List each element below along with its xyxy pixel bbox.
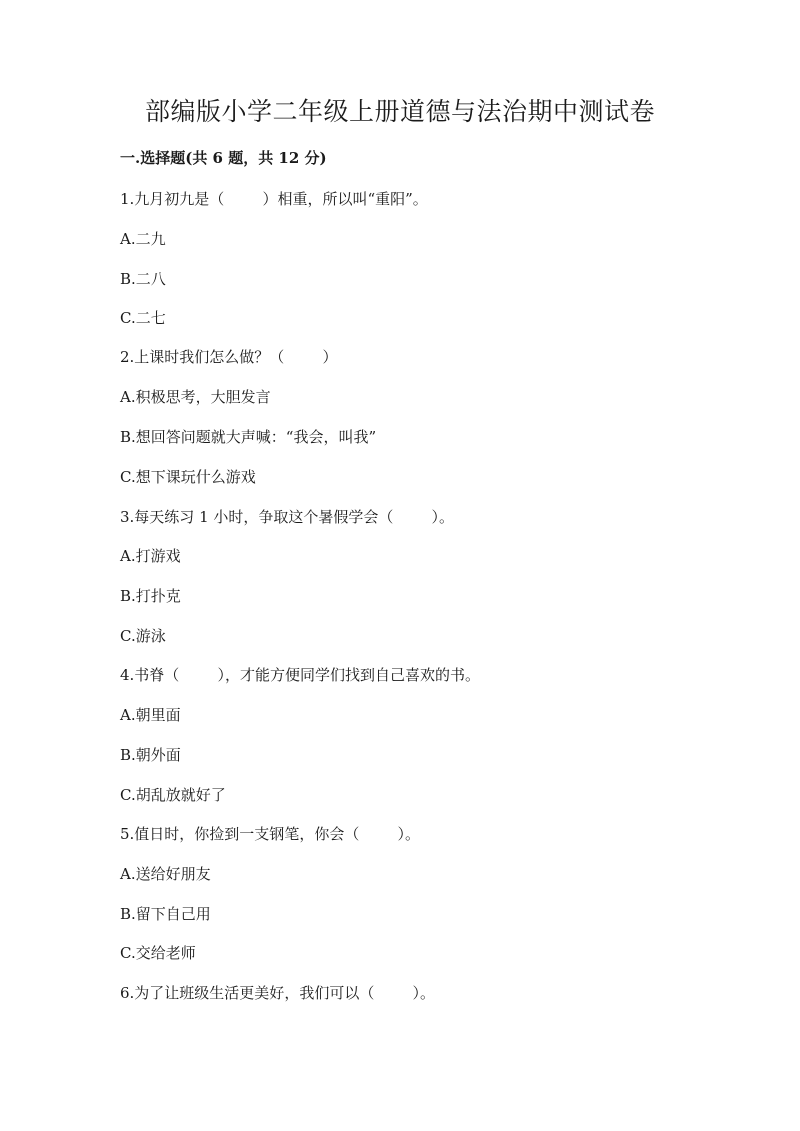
option-2b: B.想回答问题就大声喊：“我会，叫我” (120, 428, 377, 446)
question-stem-6: 6.为了让班级生活更美好，我们可以（ ）。 (120, 984, 435, 1002)
option-4b: B.朝外面 (120, 746, 181, 764)
section-heading: 一.选择题(共 6 题，共 12 分) (120, 149, 327, 167)
page-title: 部编版小学二年级上册道德与法治期中测试卷 (144, 97, 655, 126)
option-4c: C.胡乱放就好了 (120, 786, 226, 804)
question-stem-1: 1.九月初九是（ ）相重，所以叫“重阳”。 (120, 190, 428, 208)
option-1b: B.二八 (120, 270, 166, 288)
question-stem-2: 2.上课时我们怎么做？（ ） (120, 348, 338, 366)
option-1a: A.二九 (120, 230, 166, 248)
option-2a: A.积极思考，大胆发言 (120, 388, 271, 406)
option-4a: A.朝里面 (120, 706, 181, 724)
option-5b: B.留下自己用 (120, 905, 211, 923)
option-5c: C.交给老师 (120, 944, 196, 962)
option-2c: C.想下课玩什么游戏 (120, 468, 256, 486)
question-stem-5: 5.值日时，你捡到一支钢笔，你会（ ）。 (120, 825, 420, 843)
option-3c: C.游泳 (120, 627, 166, 645)
option-1c: C.二七 (120, 309, 166, 327)
option-3b: B.打扑克 (120, 587, 181, 605)
question-stem-4: 4.书脊（ ），才能方便同学们找到自己喜欢的书。 (120, 666, 480, 684)
question-stem-3: 3.每天练习 1 小时，争取这个暑假学会（ ）。 (120, 508, 455, 526)
option-3a: A.打游戏 (120, 547, 181, 565)
option-5a: A.送给好朋友 (120, 865, 211, 883)
